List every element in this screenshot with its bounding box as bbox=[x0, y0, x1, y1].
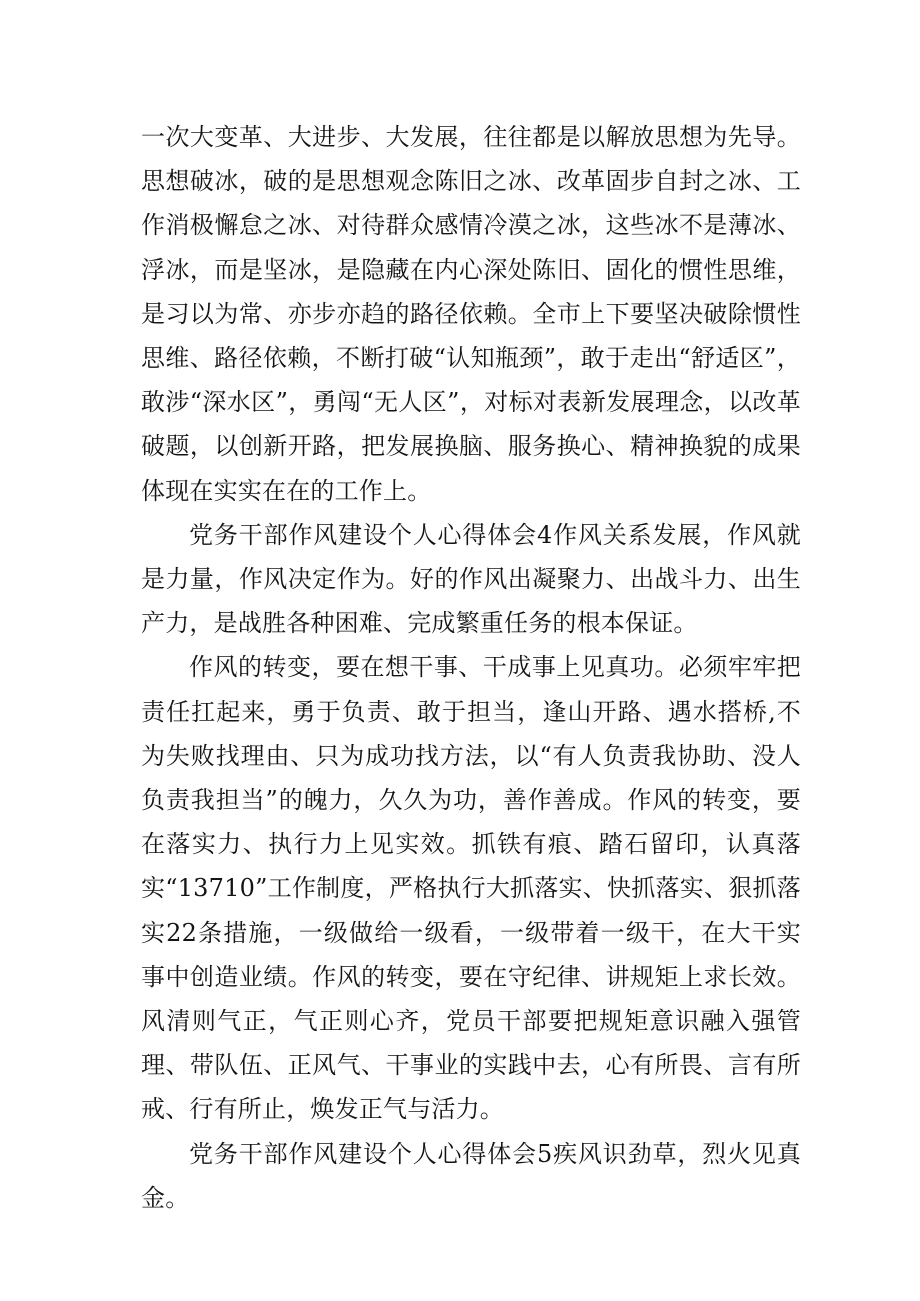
paragraph-1: 一次大变革、大进步、大发展，往往都是以解放思想为先导。思想破冰，破的是思想观念陈旧之冰、改革固步自封之冰、工作消极懈怠之冰、对待群众感情冷漠之冰，这些冰不是薄冰、浮冰，而是坚冰，是隐藏在内心深处陈旧、固化的惯性思维，是习以为常、亦步亦趋的路径依赖。全市上下要坚决破除惯性思维、路径依赖，不断打破“认知瓶颈”，敢于走出“舒适区”，敢涉“深水区”，勇闯“无人区”，对标对表新发展理念，以改革破题，以创新开路，把发展换脑、服务换心、精神换貌的成果体现在实实在在的工作上。 bbox=[141, 123, 801, 505]
paragraph-2: 党务干部作风建设个人心得体会4作风关系发展，作风就是力量，作风决定作为。好的作风出凝聚力、出战斗力、出生产力，是战胜各种困难、完成繁重任务的根本保证。 bbox=[141, 520, 801, 638]
paragraph-4: 党务干部作风建设个人心得体会5疾风识劲草，烈火见真金。 bbox=[141, 1139, 801, 1212]
paragraph-3: 作风的转变，要在想干事、干成事上见真功。必须牢牢把责任扛起来，勇于负责、敢于担当，逢山开路、遇水搭桥,不为失败找理由、只为成功找方法，以“有人负责我协助、没人负责我担当”的魄力，久久为功，善作善成。作风的转变，要在落实力、执行力上见实效。抓铁有痕、踏石留印，认真落实“13710”工作制度，严格执行大抓落实、快抓落实、狠抓落实22条措施，一级做给一级看，一级带着一级干，在大干实事中创造业绩。作风的转变，要在守纪律、讲规矩上求长效。风清则气正，气正则心齐，党员干部要把规矩意识融入强管理、带队伍、正风气、干事业的实践中去，心有所畏、言有所戒、行有所止，焕发正气与活力。 bbox=[141, 653, 801, 1124]
document-body bbox=[141, 115, 801, 1220]
